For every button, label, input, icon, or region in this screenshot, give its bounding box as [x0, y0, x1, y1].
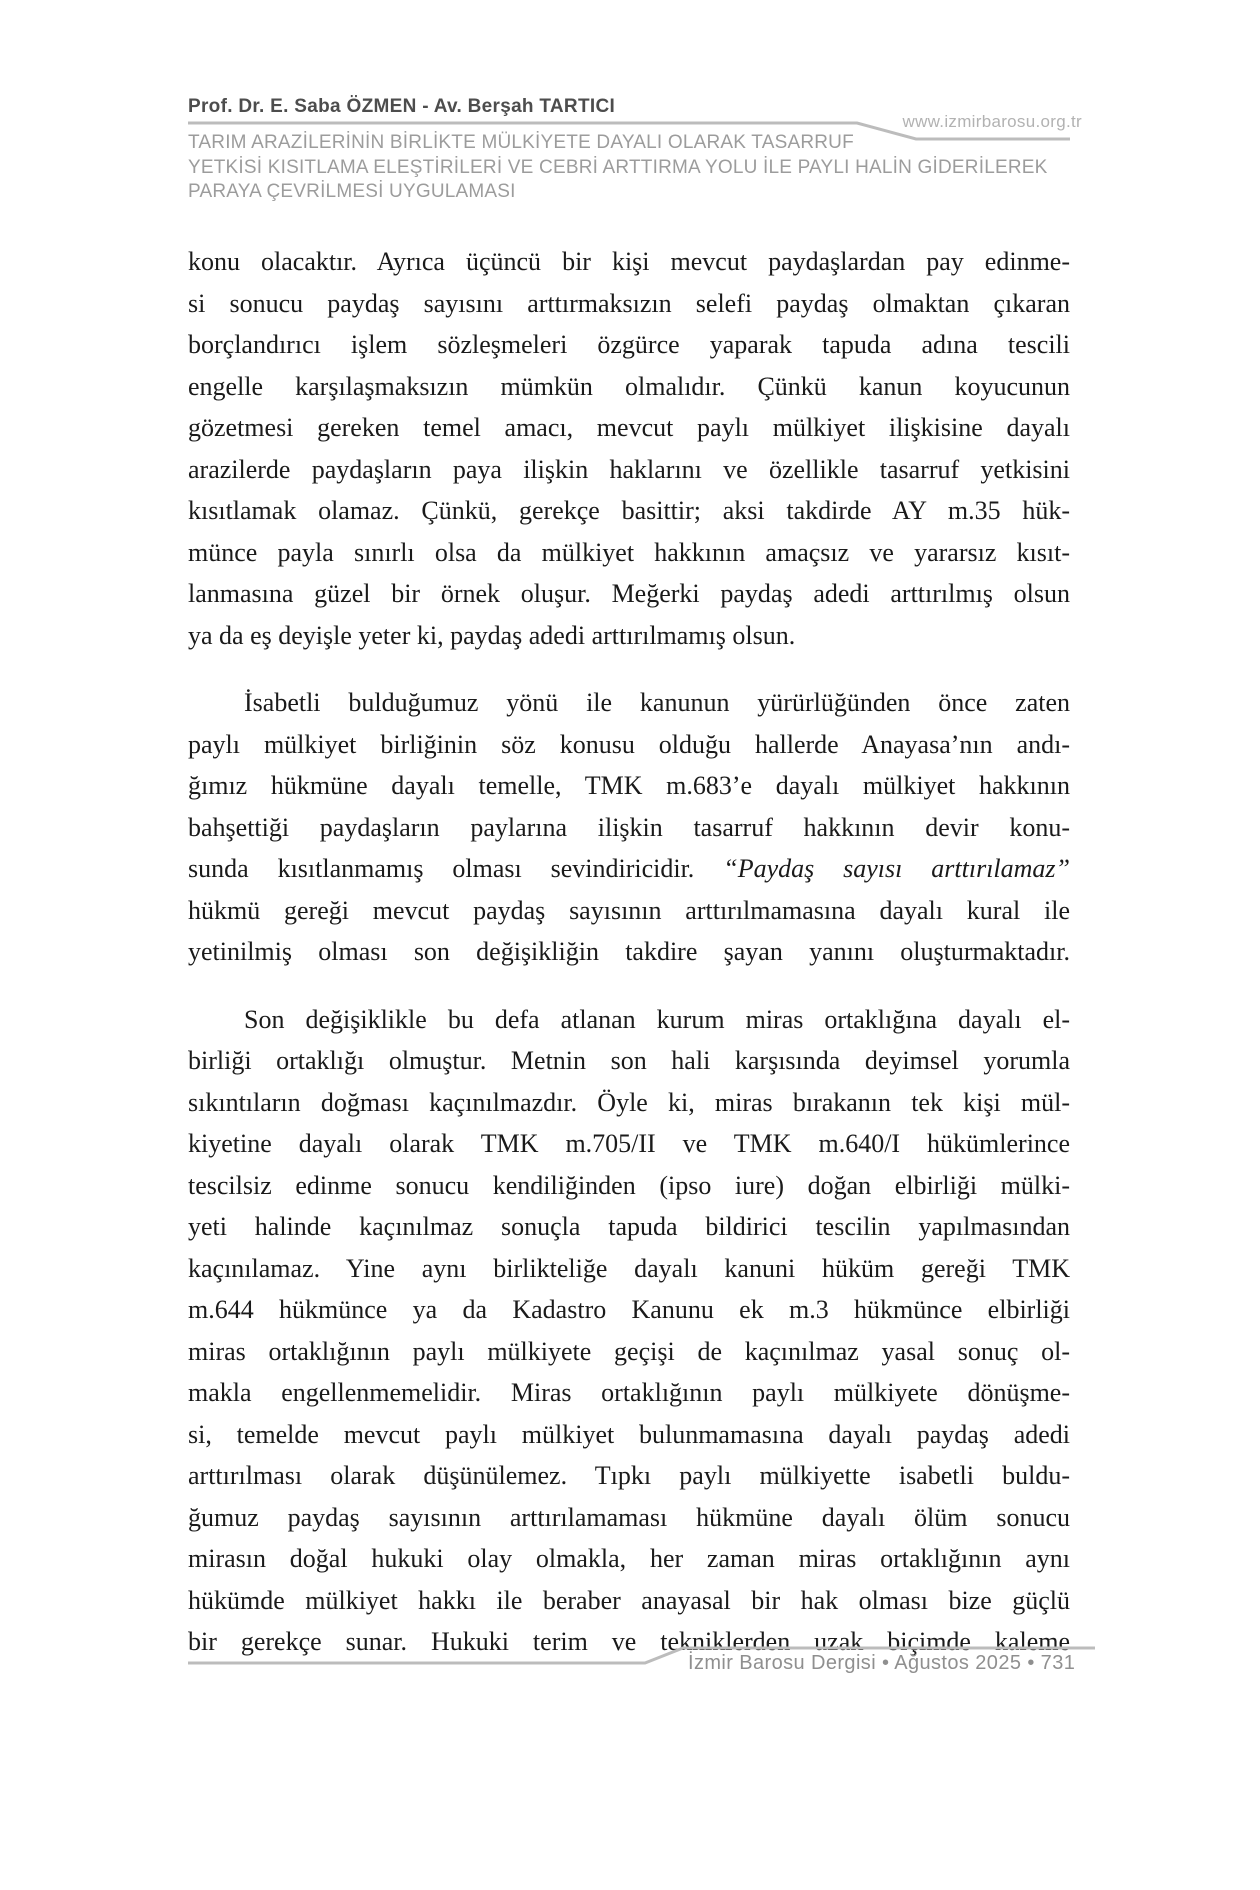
text-line: [188, 366, 1070, 408]
text-segment: si, temelde mevcut paylı mülkiyet bulunmamasına dayalı paydaş adedi: [188, 1419, 1070, 1449]
text-segment: borçlandırıcı işlem sözleşmeleri özgürce yaparak tapuda adına tescili: [188, 330, 1070, 359]
text-segment: kiyetine dayalı olarak TMK m.705/II ve TMK m.640/I hükümlerince: [188, 1129, 1070, 1158]
text-line: [188, 724, 1070, 766]
text-line: [188, 1414, 1070, 1456]
text-segment: paylı mülkiyet birliğinin söz konusu olduğu hallerde Anayasa’nın andı-: [188, 729, 1070, 759]
text-segment: ğımız hükmüne dayalı temelle, TMK m.683’e dayalı mülkiyet hakkının: [188, 771, 1070, 800]
text-segment: lanmasına güzel bir örnek oluşur. Meğerki paydaş adedi arttırılmış olsun: [188, 579, 1070, 608]
text-line: [188, 1289, 1070, 1331]
text-line: [188, 1455, 1070, 1497]
emphasized-quote: “Paydaş sayısı arttırılamaz”: [723, 854, 1070, 883]
text-line: [188, 931, 1070, 973]
text-segment: konu olacaktır. Ayrıca üçüncü bir kişi mevcut paydaşlardan pay edinme-: [188, 247, 1070, 276]
text-line: [188, 1248, 1070, 1290]
text-segment: si sonucu paydaş sayısını arttırmaksızın selefi paydaş olmaktan çıkaran: [188, 288, 1070, 318]
text-segment: miras ortaklığının paylı mülkiyete geçişi de kaçınılmaz yasal sonuç ol-: [188, 1336, 1070, 1366]
paragraph: [188, 999, 1070, 1663]
text-line: [188, 1331, 1070, 1373]
text-segment: yetinilmiş olması son değişikliğin takdire şayan yanını oluşturmaktadır.: [188, 937, 1070, 966]
text-segment: sunda kısıtlanmamış olması sevindiricidir.: [188, 854, 724, 883]
text-line: [188, 1372, 1070, 1414]
journal-footer-line: İzmir Barosu Dergisi • Ağustos 2025 • 731: [688, 1652, 1076, 1674]
paragraph: [188, 682, 1070, 973]
text-segment: yeti halinde kaçınılmaz sonuçla tapuda bildirici tescilin yapılmasından: [188, 1212, 1070, 1241]
text-line: [188, 615, 1070, 657]
journal-website-url: www.izmirbarosu.org.tr: [902, 112, 1082, 131]
text-line: [188, 449, 1070, 491]
paragraph: [188, 241, 1070, 656]
article-title-line: YETKİSİ KISITLAMA ELEŞTİRİLERİ VE CEBRİ ARTTIRMA YOLU İLE PAYLI HALİN GİDERİLEREK: [188, 156, 1048, 178]
article-body: [188, 241, 1070, 1689]
text-segment: mirasın doğal hukuki olay olmakla, her zaman miras ortaklığının aynı: [188, 1544, 1070, 1573]
text-line: [188, 1040, 1070, 1082]
text-segment: arazilerde paydaşların paya ilişkin haklarını ve özellikle tasarruf yetkisini: [188, 454, 1070, 484]
text-line: [188, 1538, 1070, 1580]
text-segment: bahşettiği paydaşların paylarına ilişkin tasarruf hakkının devir konu-: [188, 812, 1070, 842]
text-line: [188, 1123, 1070, 1165]
article-title: [188, 131, 1048, 205]
text-line: [188, 890, 1070, 932]
text-segment: İsabetli bulduğumuz yönü ile kanunun yürürlüğünden önce zaten: [244, 688, 1070, 717]
text-line: [188, 848, 1070, 890]
text-line: [188, 1580, 1070, 1622]
text-segment: hükümde mülkiyet hakkı ile beraber anayasal bir hak olması bize güçlü: [188, 1585, 1070, 1615]
text-segment: tescilsiz edinme sonucu kendiliğinden (ipso iure) doğan elbirliği mülki-: [188, 1170, 1070, 1200]
text-line: [188, 765, 1070, 807]
text-segment: hükmü gereği mevcut paydaş sayısının arttırılmamasına dayalı kural ile: [188, 895, 1070, 925]
text-line: [188, 999, 1070, 1041]
article-title-line: PARAYA ÇEVRİLMESİ UYGULAMASI: [188, 181, 516, 202]
text-segment: kısıtlamak olamaz. Çünkü, gerekçe basittir; aksi takdirde AY m.35 hük-: [188, 496, 1070, 525]
text-line: [188, 407, 1070, 449]
text-segment: ğumuz paydaş sayısının arttırılamaması hükmüne dayalı ölüm sonucu: [188, 1502, 1070, 1532]
text-line: [188, 1497, 1070, 1539]
text-segment: sıkıntıların doğması kaçınılmazdır. Öyle ki, miras bırakanın tek kişi mül-: [188, 1087, 1070, 1117]
text-line: [188, 532, 1070, 574]
text-segment: makla engellenmemelidir. Miras ortaklığının paylı mülkiyete dönüşme-: [188, 1378, 1070, 1407]
text-line: [188, 682, 1070, 724]
text-line: [188, 283, 1070, 325]
text-segment: m.644 hükmünce ya da Kadastro Kanunu ek m.3 hükmünce elbirliği: [188, 1295, 1070, 1324]
text-line: [188, 324, 1070, 366]
text-line: [188, 1165, 1070, 1207]
text-segment: ya da eş deyişle yeter ki, paydaş adedi arttırılmamış olsun.: [188, 620, 796, 650]
text-segment: Son değişiklikle bu defa atlanan kurum miras ortaklığına dayalı el-: [244, 1004, 1070, 1034]
text-segment: birliği ortaklığı olmuştur. Metnin son hali karşısında deyimsel yorumla: [188, 1046, 1070, 1075]
text-segment: engelle karşılaşmaksızın mümkün olmalıdır. Çünkü kanun koyucunun: [188, 371, 1070, 401]
text-line: [188, 490, 1070, 532]
text-segment: bir gerekçe sunar. Hukuki terim ve tekniklerden uzak biçimde kaleme: [188, 1627, 1070, 1656]
text-line: [188, 573, 1070, 615]
text-line: [188, 1206, 1070, 1248]
text-segment: kaçınılamaz. Yine aynı birlikteliğe dayalı kanuni hüküm gereği TMK: [188, 1253, 1070, 1283]
text-segment: arttırılması olarak düşünülemez. Tıpkı paylı mülkiyette isabetli buldu-: [188, 1461, 1070, 1490]
text-line: [188, 807, 1070, 849]
text-line: [188, 241, 1070, 283]
text-line: [188, 1082, 1070, 1124]
article-title-line: TARIM ARAZİLERİNİN BİRLİKTE MÜLKİYETE DAYALI OLARAK TASARRUF: [188, 132, 854, 153]
text-segment: gözetmesi gereken temel amacı, mevcut paylı mülkiyet ilişkisine dayalı: [188, 413, 1070, 442]
text-segment: münce payla sınırlı olsa da mülkiyet hakkının amaçsız ve yararsız kısıt-: [188, 537, 1070, 567]
author-names: Prof. Dr. E. Saba ÖZMEN - Av. Berşah TARTICI: [188, 96, 616, 117]
